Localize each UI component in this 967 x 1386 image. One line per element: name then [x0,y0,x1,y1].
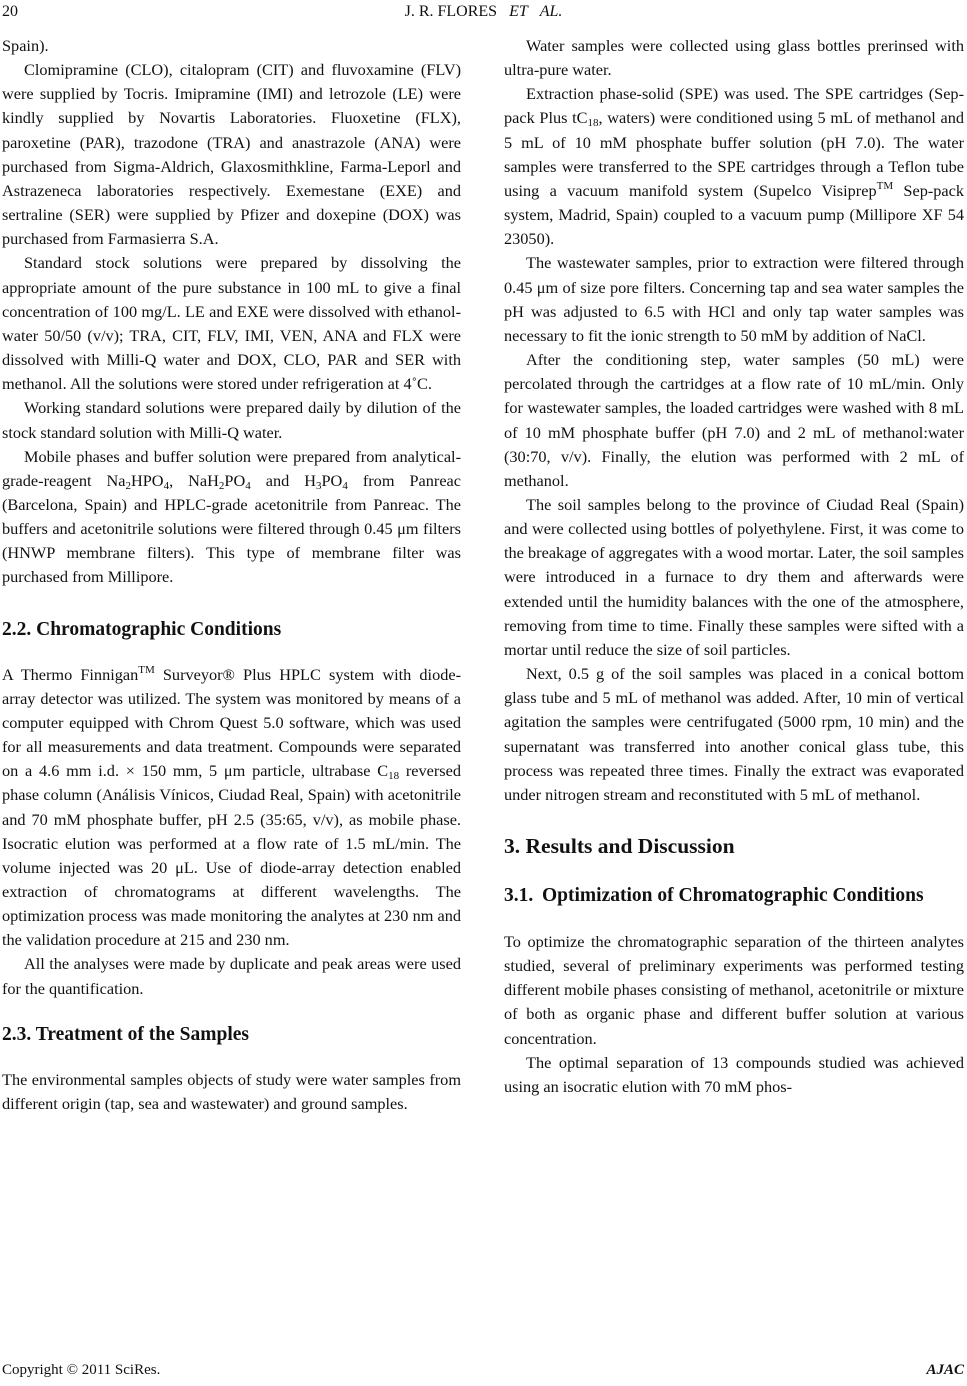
paragraph-analyses: All the analyses were made by duplicate and peak areas were used for the quantification. [2,954,461,998]
paragraph-mobile-phases: Mobile phases and buffer solution were prepared from analytical-grade-reagent $Na_2HPO_4$, $NaH_2PO_4$ and $H_3PO_4$ from Panreac (Barcelona, Spain) and HPLC-grade acetonitrile from Panreac. The buffers and acetonitrile solutions were filtered through 0.45 μm filters (HNWP membrane filters). This type of membrane filter was purchased from Millipore. [2,446,462,587]
header-al: AL. [539,3,563,20]
paragraph-water-samples: Water samples were collected using glass bottles prerinsed with ultra-pure water. [504,36,964,80]
footer-copyright: Copyright © 2011 SciRes. [2,1362,161,1378]
right-column [504,34,964,1099]
section-heading-2-3: 2.3. Treatment of the Samples [2,1023,249,1045]
left-column [2,34,461,1116]
section-heading-3-1: 3.1. Optimization of Chromatographic Conditions [504,885,924,906]
paragraph-environmental-samples: The environmental samples objects of study were water samples from different origin (tap, sea and wastewater) and ground samples. [2,1069,461,1113]
page-number: 20 [2,3,18,20]
paragraph: Spain). [2,36,49,55]
paragraph-spe: Extraction phase-solid (SPE) was used. The SPE cartridges (Sep-pack Plus $tC_{18}$, waters) were conditioned using 5 mL of methanol and 5 mL of 10 mM phosphate buffer solution (pH 7.0). The water samples were transferred to the SPE cartridges through a Teflon tube using a vacuum manifold system (Supelco Visiprep™ Sep-pack system, Madrid, Spain) coupled to a vacuum pump (Millipore XF 54 23050). [504,84,964,249]
running-header [0,2,967,22]
header-et: ET [509,3,528,20]
footer-journal: AJAC [926,1362,964,1378]
paragraph-wastewater: The wastewater samples, prior to extraction were filtered through 0.45 μm of size pore filters. Concerning tap and sea water samples the pH was adjusted to 6.5 with HCl and only tap water samples was necessary to fit the ionic strength to 50 mM by addition of NaCl. [504,253,964,345]
paragraph-conditioning: After the conditioning step, water samples (50 mL) were percolated through the cartridges at a flow rate of 10 mL/min. Only for wastewater samples, the loaded cartridges were washed with 8 mL of 10 mM phosphate buffer (pH 7.0) and 2 mL of methanol:water (30:70, v/v). Finally, the elution was performed with 2 mL of methanol. [504,350,964,490]
paragraph-hplc-system: A Thermo Finnigan™ Surveyor® Plus HPLC system with diode-array detector was utilized. The system was monitored by means of a computer equipped with Chrom Quest 5.0 software, which was used for all measurements and data treatment. Compounds were separated on a 4.6 mm i.d. × 150 mm, 5 μm particle, ultrabase $C_{18}$ reversed phase column (Análisis Vínicos, Ciudad Real, Spain) with acetonitrile and 70 mM phosphate buffer, pH 2.5 (35:65, v/v), as mobile phase. Isocratic elution was performed at a flow rate of 1.5 mL/min. The volume injected was 20 μL. Use of diode-array detection enabled extraction of chromatograms at different wavelengths. The optimization process was made monitoring the analytes at 230 nm and the validation procedure at 215 and 230 nm. [2,663,461,950]
paragraph-suppliers: Clomipramine (CLO), citalopram (CIT) and fluvoxamine (FLV) were supplied by Tocris. Imipramine (IMI) and letrozole (LE) were kindly supplied by Novartis Laboratories. Fluoxetine (FLX), paroxetine (PAR), trazodone (TRA) and anastrazole (ANA) were purchased from Sigma-Aldrich, Glaxosmithkline, Farma-Leporl and Astrazeneca laboratories respectively. Exemestane (EXE) and sertraline (SER) were supplied by Pfizer and doxepine (DOX) was purchased from Farmasierra S.A. [2,60,461,249]
paragraph-optimal-separation: The optimal separation of 13 compounds studied was achieved using an isocratic elution with 70 mM phos- [504,1052,964,1096]
paragraph-soil-samples: The soil samples belong to the province of Ciudad Real (Spain) and were collected using bottles of polyethylene. First, it was come to the breakage of aggregates with a wood mortar. Later, the soil samples were introduced in a furnace to dry them and afterwards were extended until the humidity balances with the one of the atmosphere, removing from time to time. Finally these samples were sifted with a mortar until reduce the size of soil particles. [504,494,964,659]
section-heading-3: 3. Results and Discussion [504,834,735,858]
paragraph-optimization: To optimize the chromatographic separation of the thirteen analytes studied, several of preliminary experiments was performed testing different mobile phases consisting of methanol, acetonitrile or mixture of both as organic phase and different buffer solution at various concentration. [504,932,964,1048]
paragraph-soil-extraction: Next, 0.5 g of the soil samples was placed in a conical bottom glass tube and 5 mL of methanol was added. After, 10 min of vertical agitation the samples were centrifugated (5000 rpm, 10 min) and the supernatant was transferred into another conical glass tube, this process was repeated three times. Finally the extract was evaporated under nitrogen stream and reconstituted with 5 mL of methanol. [504,664,964,804]
paragraph-working-solutions: Working standard solutions were prepared daily by dilution of the stock standard solution with Milli-Q water. [2,398,461,442]
header-authors: J. R. FLORES [404,3,498,20]
section-heading-2-2: 2.2. Chromatographic Conditions [2,618,282,640]
paragraph-stock-solutions: Standard stock solutions were prepared by dissolving the appropriate amount of the pure substance in 100 mL to give a final concentration of 100 mg/L. LE and EXE were dissolved with ethanol-water 50/50 (v/v); TRA, CIT, FLV, IMI, VEN, ANA and FLX were dissolved with Milli-Q water and DOX, CLO, PAR and SER with methanol. All the solutions were stored under refrigeration at 4˚C. [2,253,461,394]
